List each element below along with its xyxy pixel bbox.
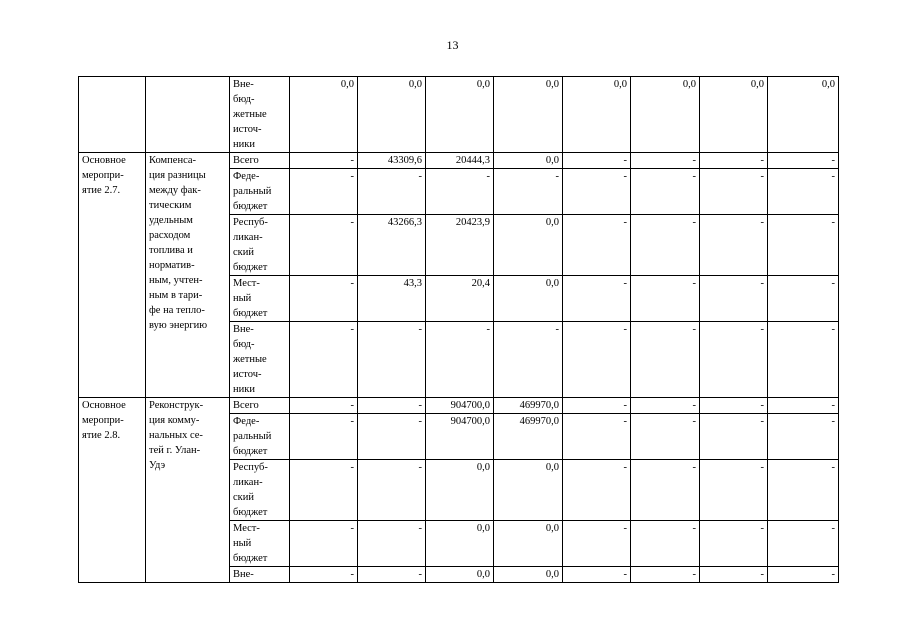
- funding-source: Респуб- ликан- ский бюджет: [230, 215, 290, 276]
- value-cell: 0,0: [290, 77, 358, 153]
- funding-source: Феде- ральный бюджет: [230, 414, 290, 460]
- value-cell: 0,0: [426, 77, 494, 153]
- measure-description: Реконструк- ция комму- нальных се- тей г. Улан- Удэ: [146, 398, 230, 583]
- value-cell: -: [290, 521, 358, 567]
- value-cell: -: [768, 398, 839, 414]
- value-cell: 469970,0: [494, 398, 563, 414]
- value-cell: -: [768, 460, 839, 521]
- value-cell: 0,0: [563, 77, 631, 153]
- funding-source: Респуб- ликан- ский бюджет: [230, 460, 290, 521]
- value-cell: 43266,3: [358, 215, 426, 276]
- value-cell: -: [700, 322, 768, 398]
- value-cell: 0,0: [494, 276, 563, 322]
- value-cell: -: [494, 322, 563, 398]
- table-row: [79, 153, 839, 169]
- value-cell: -: [563, 169, 631, 215]
- value-cell: -: [563, 398, 631, 414]
- value-cell: -: [290, 460, 358, 521]
- value-cell: -: [631, 215, 700, 276]
- table-row: [79, 398, 839, 414]
- value-cell: -: [290, 276, 358, 322]
- measure-title: Основное меропри- ятие 2.7.: [79, 153, 146, 398]
- value-cell: 0,0: [494, 153, 563, 169]
- budget-table: [78, 76, 839, 583]
- value-cell: -: [768, 414, 839, 460]
- value-cell: -: [768, 276, 839, 322]
- value-cell: 904700,0: [426, 414, 494, 460]
- value-cell: -: [290, 153, 358, 169]
- value-cell: 0,0: [494, 460, 563, 521]
- value-cell: -: [358, 169, 426, 215]
- value-cell: -: [563, 567, 631, 583]
- value-cell: 0,0: [494, 215, 563, 276]
- funding-source: Вне- бюд- жетные источ- ники: [230, 322, 290, 398]
- value-cell: -: [563, 215, 631, 276]
- value-cell: -: [290, 414, 358, 460]
- value-cell: -: [700, 460, 768, 521]
- value-cell: -: [631, 276, 700, 322]
- value-cell: -: [631, 153, 700, 169]
- value-cell: 20423,9: [426, 215, 494, 276]
- value-cell: 0,0: [426, 521, 494, 567]
- value-cell: -: [563, 414, 631, 460]
- value-cell: -: [358, 567, 426, 583]
- value-cell: -: [700, 169, 768, 215]
- value-cell: -: [631, 414, 700, 460]
- funding-source: Вне-: [230, 567, 290, 583]
- measure-title: Основное меропри- ятие 2.8.: [79, 398, 146, 583]
- value-cell: -: [358, 521, 426, 567]
- value-cell: -: [700, 276, 768, 322]
- value-cell: -: [290, 169, 358, 215]
- value-cell: -: [700, 567, 768, 583]
- value-cell: -: [768, 567, 839, 583]
- value-cell: -: [563, 153, 631, 169]
- funding-source: Мест- ный бюджет: [230, 521, 290, 567]
- page-number: 13: [446, 38, 459, 52]
- value-cell: 0,0: [358, 77, 426, 153]
- value-cell: -: [426, 322, 494, 398]
- value-cell: 43309,6: [358, 153, 426, 169]
- value-cell: -: [700, 215, 768, 276]
- value-cell: -: [290, 398, 358, 414]
- funding-source: Вне- бюд- жетные источ- ники: [230, 77, 290, 153]
- value-cell: 0,0: [768, 77, 839, 153]
- value-cell: -: [631, 322, 700, 398]
- value-cell: -: [768, 521, 839, 567]
- value-cell: -: [631, 169, 700, 215]
- value-cell: -: [700, 414, 768, 460]
- value-cell: -: [358, 460, 426, 521]
- value-cell: -: [358, 414, 426, 460]
- value-cell: -: [768, 153, 839, 169]
- value-cell: -: [563, 276, 631, 322]
- value-cell: 469970,0: [494, 414, 563, 460]
- value-cell: -: [494, 169, 563, 215]
- measure-title-cell: [79, 77, 146, 153]
- table-row: [79, 77, 839, 153]
- value-cell: -: [563, 521, 631, 567]
- value-cell: 0,0: [700, 77, 768, 153]
- value-cell: -: [631, 567, 700, 583]
- funding-source: Всего: [230, 398, 290, 414]
- value-cell: -: [290, 567, 358, 583]
- value-cell: 20,4: [426, 276, 494, 322]
- value-cell: -: [631, 521, 700, 567]
- value-cell: -: [563, 322, 631, 398]
- value-cell: -: [700, 153, 768, 169]
- value-cell: 0,0: [631, 77, 700, 153]
- value-cell: -: [563, 460, 631, 521]
- value-cell: -: [768, 215, 839, 276]
- table-body: [79, 77, 839, 583]
- value-cell: -: [631, 460, 700, 521]
- measure-description: Компенса- ция разницы между фак- тическим удельным расходом топлива и норматив- ным, учтен- ным в тари- фе на тепло- вую энергию: [146, 153, 230, 398]
- value-cell: -: [358, 398, 426, 414]
- value-cell: -: [426, 169, 494, 215]
- value-cell: 904700,0: [426, 398, 494, 414]
- value-cell: 0,0: [426, 460, 494, 521]
- value-cell: -: [358, 322, 426, 398]
- value-cell: 0,0: [426, 567, 494, 583]
- value-cell: 0,0: [494, 521, 563, 567]
- value-cell: -: [631, 398, 700, 414]
- value-cell: -: [290, 215, 358, 276]
- value-cell: -: [768, 169, 839, 215]
- value-cell: 43,3: [358, 276, 426, 322]
- funding-source: Мест- ный бюджет: [230, 276, 290, 322]
- measure-description-cell: [146, 77, 230, 153]
- funding-source: Феде- ральный бюджет: [230, 169, 290, 215]
- funding-source: Всего: [230, 153, 290, 169]
- value-cell: -: [290, 322, 358, 398]
- value-cell: 20444,3: [426, 153, 494, 169]
- value-cell: -: [700, 398, 768, 414]
- value-cell: 0,0: [494, 567, 563, 583]
- value-cell: -: [768, 322, 839, 398]
- value-cell: 0,0: [494, 77, 563, 153]
- value-cell: -: [700, 521, 768, 567]
